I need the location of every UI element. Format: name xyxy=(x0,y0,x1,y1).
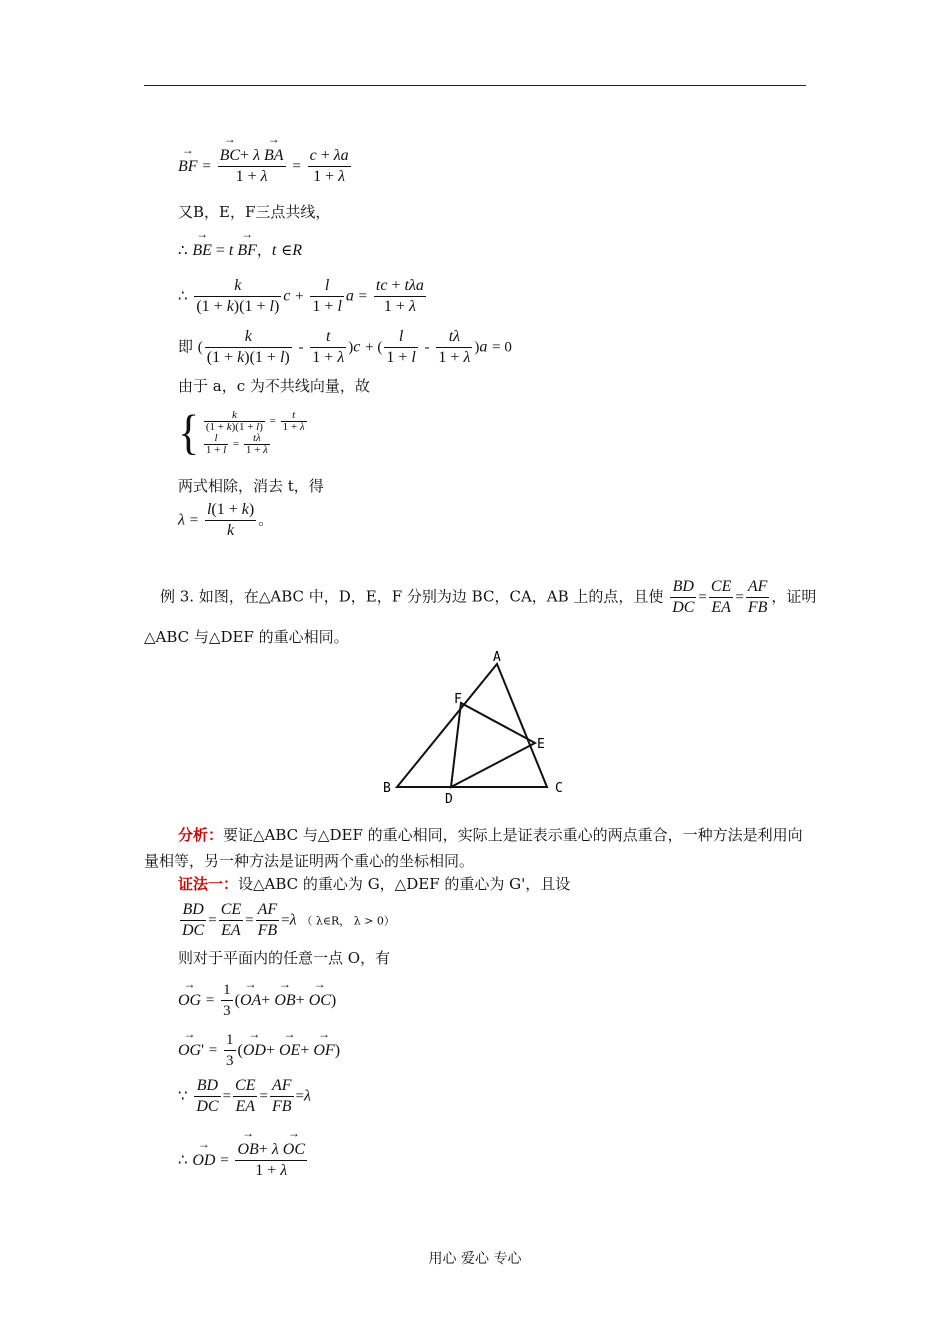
example3-line: 例 3. 如图，在△ABC 中，D，E，F 分别为边 BC，CA，AB 上的点，且使 $\frac{BD}{DC}$ = $\frac{CE}{EA}$ = $\frac{AF}{FB}$ ，证明 xyxy=(160,578,817,616)
page-footer: 用心 爱心 专心 xyxy=(428,1251,522,1267)
header-rule xyxy=(144,85,806,86)
line-noncollinear: 由于 a，c 为不共线向量，故 xyxy=(178,377,370,395)
line-since: ∵ $\frac{BD}{DC}$ = $\frac{CE}{EA}$ = $\frac{AF}{FB}$ =λ xyxy=(178,1077,311,1115)
line-eq1: ∴ $\frac{k}{(1 + k)(1 + l)}$ c + $\frac{l}{1 + l}$ a = $\frac{\text{tc + tλa}}{1 + \lambda}$ xyxy=(178,277,424,315)
label-a: A xyxy=(493,650,501,665)
line-eq2: 即 ( $\frac{k}{(1 + k)(1 + l)}$ - $\frac{t}{1 + \lambda}$ )c + ( $\frac{l}{1 + l}$ - $\frac{t\lambda}{1 + \lambda}$ )a = 0 xyxy=(178,328,512,366)
triangle-def xyxy=(451,703,535,787)
line-condition: $\frac{BD}{DC}$ = $\frac{CE}{EA}$ = $\frac{AF}{FB}$ =λ （ λ∈R， λ > 0） xyxy=(182,901,395,939)
proof-label: 证法一： xyxy=(178,875,239,893)
label-c: C xyxy=(555,781,563,796)
label-f: F xyxy=(454,692,462,707)
line-bf: → BF = → $\frac{BC+ \lambda \to BA}{1 + \lambda}$ = $\frac{c + \lambda a}{1 + \lambda}$ xyxy=(178,146,353,187)
triangle-abc xyxy=(397,664,547,787)
line-lambda: λ = $\frac{l(1 + k)}{k}$ 。 xyxy=(178,501,274,539)
equation-system: { $\frac{k}{(1 + k)(1 + l)}$ = $\frac{t}{1 + \lambda}$ $\frac{l}{1 + l}$ = $\frac{t\lambda}{1 + \lambda}$ xyxy=(178,405,305,460)
triangle-figure xyxy=(375,645,575,805)
line-od: ∴ → OD = → $\frac{OB+ \lambda \to OC}{1 + \lambda}$ xyxy=(178,1140,309,1181)
line-og: → OG = $\frac{1}{3}$ (→ OA+ → OB+ → OC) xyxy=(178,980,336,1021)
proof-line: 证法一：设△ABC 的重心为 G，△DEF 的重心为 G'，且设 xyxy=(178,875,571,893)
line-og-prime: → OG' = $\frac{1}{3}$ (→ OD+ → OE+ → OF) xyxy=(178,1030,340,1071)
analysis-paragraph: 分析：要证△ABC 与△DEF 的重心相同，实际上是证表示重心的两点重合，一种方法是利用向量相等，另一种方法是证明两个重心的坐标相同。 xyxy=(144,826,803,870)
label-d: D xyxy=(445,792,453,805)
line-divide: 两式相除，消去 t，得 xyxy=(178,477,324,495)
line-any-point: 则对于平面内的任意一点 O，有 xyxy=(178,949,391,967)
line-be: ∴ → BE = t → BF，t ∈R xyxy=(178,240,302,261)
label-b: B xyxy=(383,781,391,796)
analysis-label: 分析： xyxy=(178,826,224,844)
label-e: E xyxy=(537,737,545,752)
example3-line2: △ABC 与△DEF 的重心相同。 xyxy=(144,628,349,646)
line-collinear: 又B，E，F三点共线， xyxy=(178,203,331,221)
